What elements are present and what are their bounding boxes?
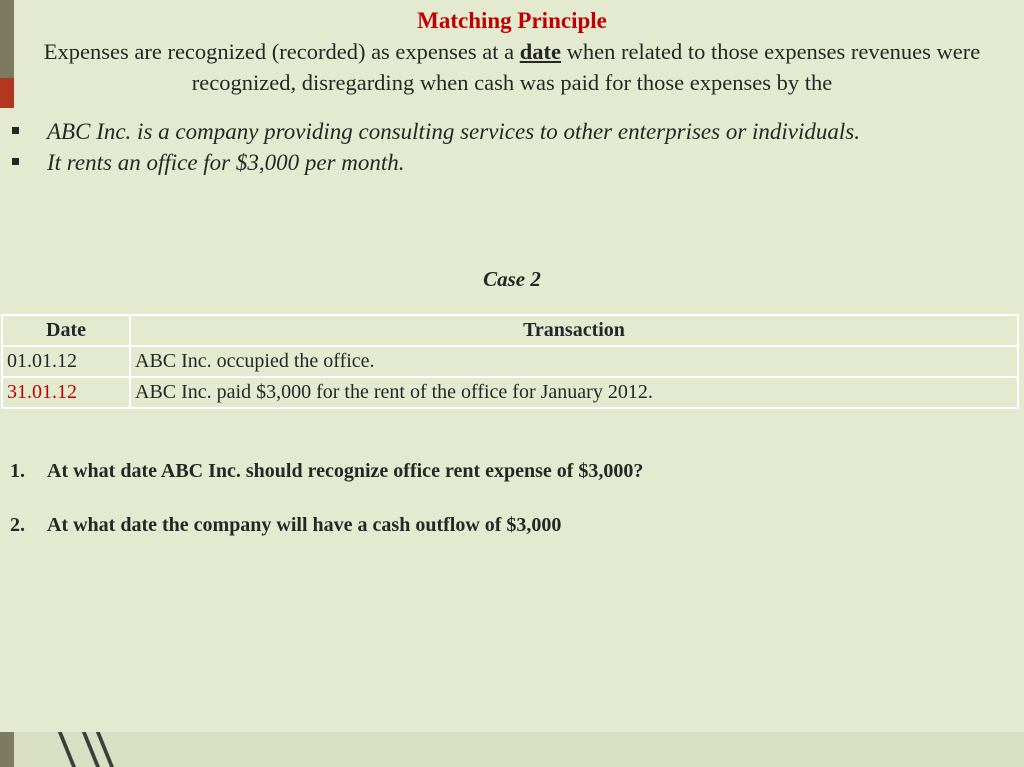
bottom-decorative-band bbox=[14, 732, 1024, 767]
definition-text-start: Expenses are recognized (recorded) as expenses at a bbox=[43, 39, 520, 64]
definition-text-end: when related to those expenses revenues were recognized, disregarding when cash was paid for those expenses by the bbox=[191, 39, 981, 95]
question-text: At what date the company will have a cash outflow of $3,000 bbox=[47, 514, 562, 536]
question-number: 1. bbox=[10, 460, 25, 482]
question-item bbox=[10, 456, 1010, 486]
date-cell: 31.01.12 bbox=[2, 377, 130, 408]
column-header-transaction: Transaction bbox=[130, 315, 1018, 346]
table-row bbox=[2, 377, 1018, 408]
case-title: Case 2 bbox=[483, 267, 541, 291]
slide-header bbox=[30, 6, 994, 98]
left-accent-red-bar bbox=[0, 78, 14, 108]
transaction-cell: ABC Inc. occupied the office. bbox=[130, 346, 1018, 377]
list-item bbox=[10, 147, 1010, 178]
column-header-date: Date bbox=[2, 315, 130, 346]
facts-list bbox=[10, 116, 1010, 178]
left-accent-bar bbox=[0, 0, 14, 78]
questions-list bbox=[10, 456, 1010, 540]
list-item-text: It rents an office for $3,000 per month. bbox=[47, 150, 405, 175]
list-item-text: ABC Inc. is a company providing consulting services to other enterprises or individuals. bbox=[47, 119, 860, 144]
left-accent-bar-bottom bbox=[0, 732, 14, 767]
square-bullet-icon bbox=[12, 127, 19, 134]
table-row bbox=[2, 346, 1018, 377]
definition-emphasis-date: date bbox=[519, 39, 562, 64]
date-cell: 01.01.12 bbox=[2, 346, 130, 377]
table-header-row bbox=[2, 315, 1018, 346]
question-text: At what date ABC Inc. should recognize office rent expense of $3,000? bbox=[47, 460, 644, 482]
principle-definition bbox=[30, 36, 994, 98]
list-item bbox=[10, 116, 1010, 147]
question-number: 2. bbox=[10, 514, 25, 536]
slide-title: Matching Principle bbox=[417, 8, 607, 33]
transaction-cell: ABC Inc. paid $3,000 for the rent of the office for January 2012. bbox=[130, 377, 1018, 408]
square-bullet-icon bbox=[12, 158, 19, 165]
transactions-table bbox=[1, 314, 1019, 409]
question-item bbox=[10, 510, 1010, 540]
